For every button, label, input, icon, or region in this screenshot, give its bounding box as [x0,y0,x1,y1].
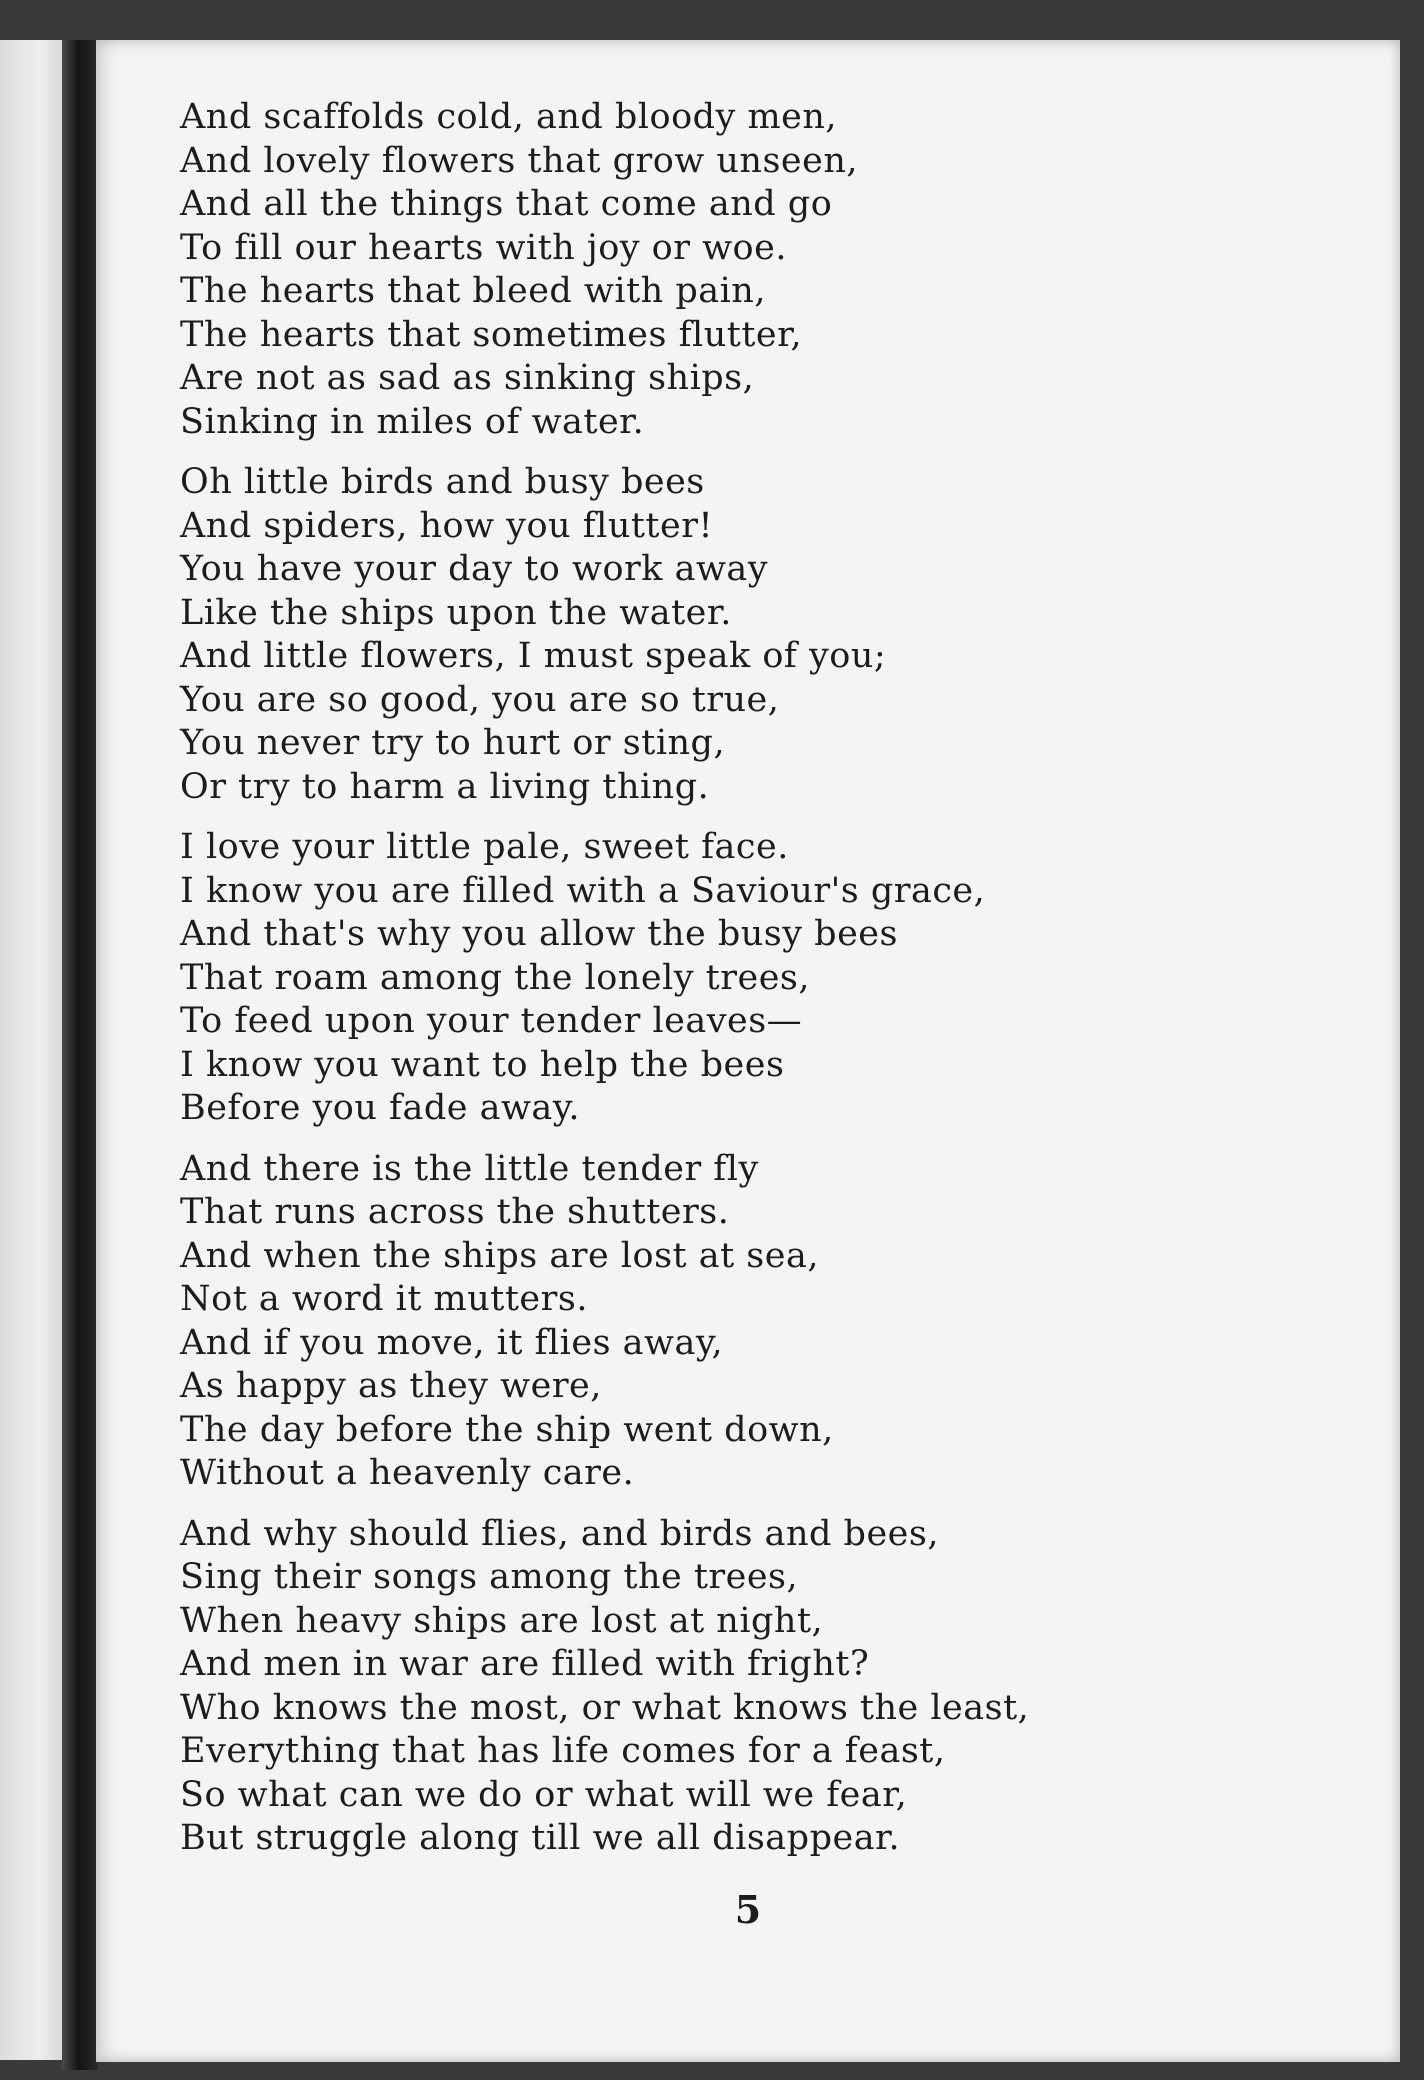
poem-line: I know you are filled with a Saviour's grace, [180,870,986,911]
book-page [96,40,1400,2062]
poem-text [180,96,1300,1878]
poem-line: Not a word it mutters. [180,1279,588,1319]
poem-line: Are not as sad as sinking ships, [180,358,755,398]
poem-line: You are so good, you are so true, [180,679,780,720]
poem-line: That roam among the lonely trees, [180,957,810,998]
poem-line: And lovely flowers that grow unseen, [180,140,858,181]
poem-line: Or try to harm a living thing. [180,766,710,807]
poem-line: Sing their songs among the trees, [180,1557,799,1597]
poem-line: Who knows the most, or what knows the least, [180,1687,1030,1728]
poem-line: And why should flies, and birds and bees, [180,1513,939,1554]
poem-line: As happy as they were, [180,1366,602,1406]
poem-line: And when the ships are lost at sea, [180,1235,819,1276]
poem-line: To feed upon your tender leaves— [180,1001,803,1041]
poem-line: And spiders, how you flutter! [180,505,714,546]
poem-line: So what can we do or what will we fear, [180,1774,908,1815]
poem-line: I know you want to help the bees [180,1044,785,1085]
poem-line: The hearts that sometimes flutter, [180,314,803,355]
stanza [180,826,1300,1131]
poem-line: And that's why you allow the busy bees [180,914,898,954]
poem-line: The day before the ship went down, [180,1409,834,1450]
poem-line: You have your day to work away [180,549,769,589]
poem-line: To fill our hearts with joy or woe. [180,227,787,268]
poem-line: When heavy ships are lost at night, [180,1600,824,1641]
poem-line: The hearts that bleed with pain, [180,271,766,311]
poem-line: Before you fade away. [180,1088,581,1128]
poem-line: And if you move, it flies away, [180,1322,724,1363]
book-gutter [62,40,98,2070]
stanza [180,96,1300,444]
poem-line: Oh little birds and busy bees [180,462,705,502]
stanza [180,1513,1300,1861]
poem-line: Everything that has life comes for a feast, [180,1731,946,1771]
poem-line: I love your little pale, sweet face. [180,827,789,867]
poem-line: And there is the little tender fly [180,1148,759,1189]
poem-line: Like the ships upon the water. [180,592,732,633]
poem-line: You never try to hurt or sting, [180,723,726,763]
stanza [180,1148,1300,1496]
poem-line: But struggle along till we all disappear. [180,1818,901,1858]
poem-line: That runs across the shutters. [180,1192,730,1232]
poem-line: Sinking in miles of water. [180,401,645,442]
page-number: 5 [734,1887,762,1932]
poem-line: Without a heavenly care. [180,1453,635,1493]
poem-line: And scaffolds cold, and bloody men, [180,97,838,137]
poem-line: And all the things that come and go [180,184,833,224]
poem-line: And little flowers, I must speak of you; [180,636,887,676]
poem-line: And men in war are filled with fright? [180,1644,870,1684]
stanza [180,461,1300,809]
